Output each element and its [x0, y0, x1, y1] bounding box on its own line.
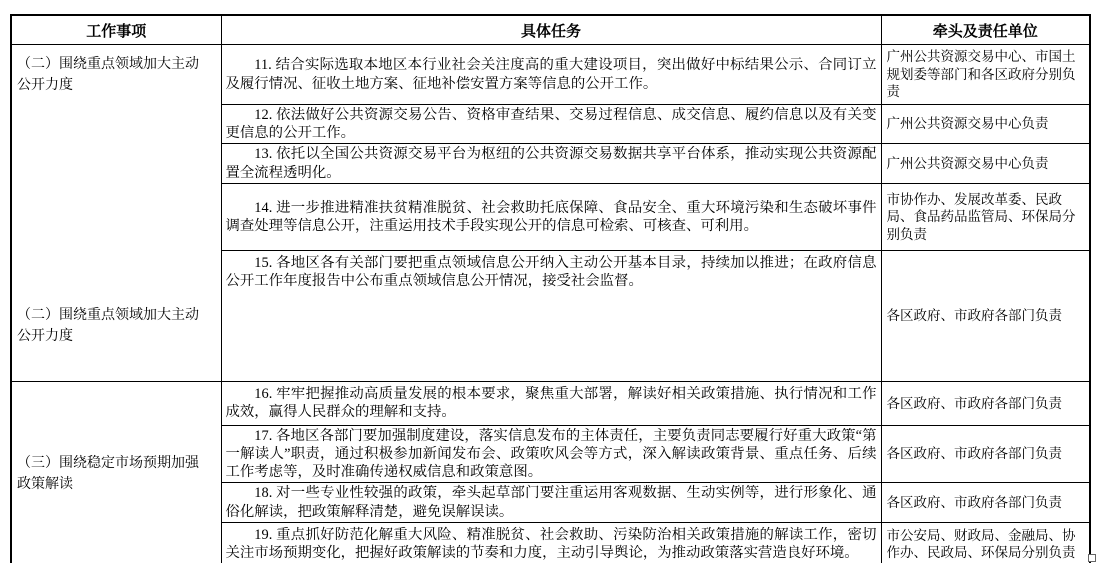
- section-2-label-repeat: （二）围绕重点领域加大主动公开力度: [17, 308, 199, 344]
- work-items-table: [10, 14, 1091, 563]
- owner-14: 市协作办、发展改革委、民政局、食品药品监管局、环保局分别负责: [881, 183, 1090, 250]
- task-16: 16. 牢牢把握推动高质量发展的根本要求，聚焦重大部署，解读好相关政策措施、执行情况和工作成效，赢得人民群众的理解和支持。: [221, 381, 881, 425]
- section-3-label: （三）围绕稳定市场预期加强政策解读: [17, 455, 199, 492]
- task-13: 13. 依托以全国公共资源交易平台为枢纽的公共资源交易数据共享平台体系，推动实现公共资源配置全流程透明化。: [221, 144, 881, 183]
- table-row: [11, 45, 1090, 105]
- task-19: 19. 重点抓好防范化解重大风险、精准脱贫、社会救助、污染防治相关政策措施的解读工作，密切关注市场预期变化，把握好政策解读的节奏和力度，主动引导舆论，为推动政策落实营造良好环境。: [221, 522, 881, 563]
- task-12: 12. 依法做好公共资源交易公告、资格审查结果、交易过程信息、成交信息、履约信息以及有关变更信息的公开工作。: [221, 105, 881, 144]
- owner-11: 广州公共资源交易中心、市国土规划委等部门和各区政府分别负责: [881, 45, 1090, 105]
- section-3-label-cell: [11, 381, 221, 563]
- task-15: 15. 各地区各有关部门要把重点领域信息公开纳入主动公开基本目录，持续加以推进；在政府信息公开工作年度报告中公布重点领域信息公开情况，接受社会监督。: [221, 250, 881, 381]
- owner-16: 各区政府、市政府各部门负责: [881, 381, 1090, 425]
- header-work-item: 工作事项: [11, 15, 221, 45]
- object-anchor-marker: [1088, 554, 1096, 562]
- header-responsible-unit: 牵头及责任单位: [881, 15, 1090, 45]
- section-2-label-cell: [11, 45, 221, 382]
- header-row: [11, 15, 1090, 45]
- owner-12: 广州公共资源交易中心负责: [881, 105, 1090, 144]
- task-14: 14. 进一步推进精准扶贫精准脱贫、社会救助托底保障、食品安全、重大环境污染和生态破坏事件调查处理等信息公开，注重运用技术手段实现公开的信息可检索、可核查、可利用。: [221, 183, 881, 250]
- owner-19: 市公安局、财政局、金融局、协作办、民政局、环保局分别负责: [881, 522, 1090, 563]
- owner-15: 各区政府、市政府各部门负责: [881, 250, 1090, 381]
- task-18: 18. 对一些专业性较强的政策，牵头起草部门要注重运用客观数据、生动实例等，进行形象化、通俗化解读，把政策解释清楚，避免误解误读。: [221, 483, 881, 522]
- task-17: 17. 各地区各部门要加强制度建设，落实信息发布的主体责任，主要负责同志要履行好重大政策“第一解读人”职责，通过积极参加新闻发布会、政策吹风会等方式，深入解读政策背景、重点任务、后续工作考虑等，及时准确传递权威信息和政策意图。: [221, 425, 881, 483]
- table-row: [11, 381, 1090, 425]
- task-11: 11. 结合实际选取本地区本行业社会关注度高的重大建设项目，突出做好中标结果公示、合同订立及履行情况、征收土地方案、征地补偿安置方案等信息的公开工作。: [221, 45, 881, 105]
- owner-18: 各区政府、市政府各部门负责: [881, 483, 1090, 522]
- owner-13: 广州公共资源交易中心负责: [881, 144, 1090, 183]
- header-specific-task: 具体任务: [221, 15, 881, 45]
- section-2-label: （二）围绕重点领域加大主动公开力度: [17, 57, 199, 93]
- owner-17: 各区政府、市政府各部门负责: [881, 425, 1090, 483]
